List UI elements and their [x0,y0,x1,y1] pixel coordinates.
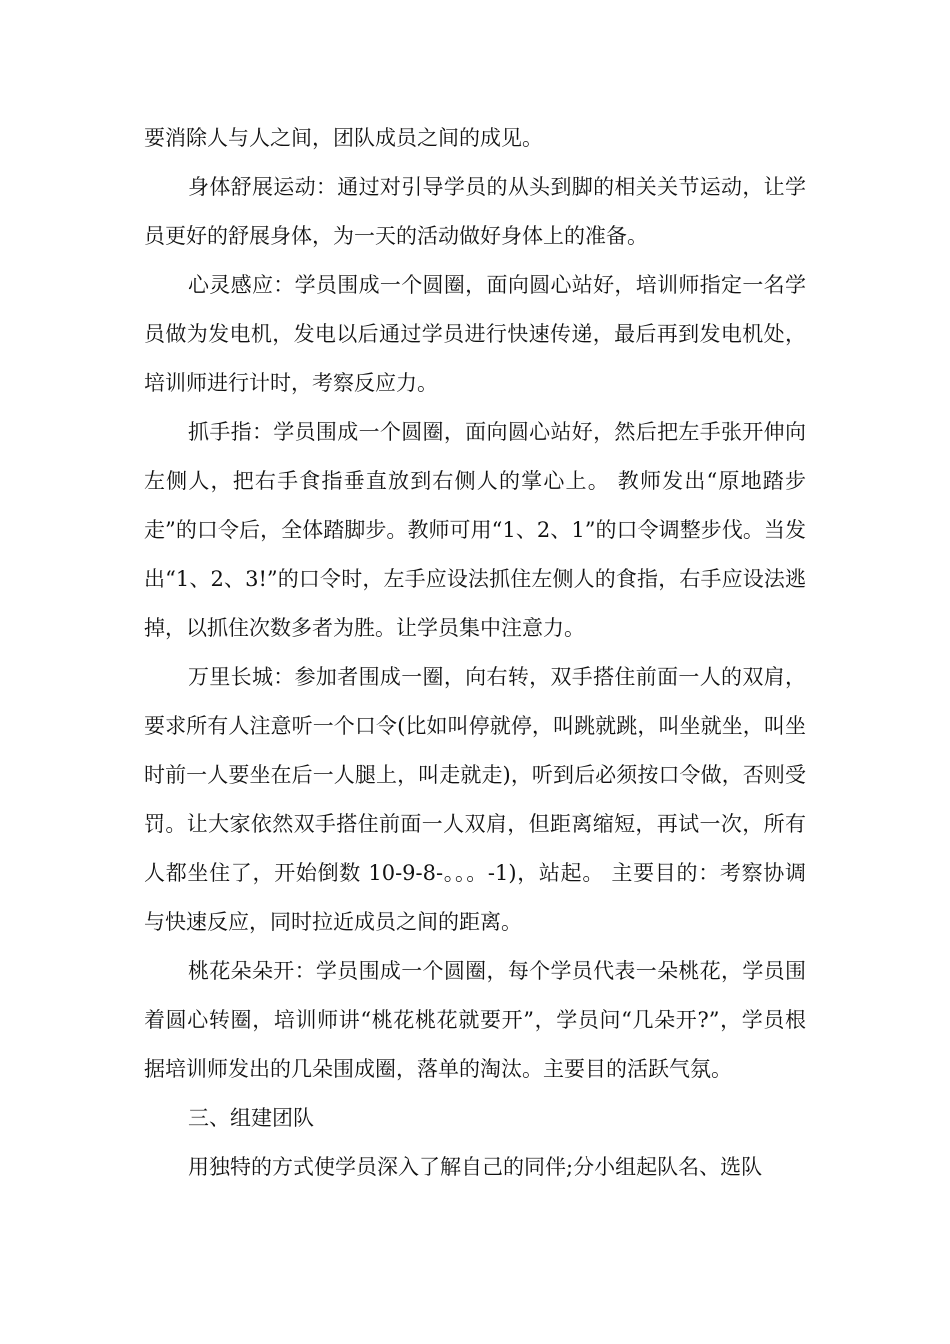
paragraph-intro-continuation: 要消除人与人之间，团队成员之间的成见。 [144,126,543,150]
paragraph-telepathy: 心灵感应：学员围成一个圆圈，面向圆心站好，培训师指定一名学员做为发电机，发电以后通过学员进行快速传递，最后再到发电机处，培训师进行计时，考察反应力。 [144,273,806,395]
paragraph-peach-blossom: 桃花朵朵开：学员围成一个圆圈，每个学员代表一朵桃花，学员围着圆心转圈，培训师讲“桃花桃花就要开”，学员问“几朵开?”，学员根据培训师发出的几朵围成圈，落单的淘汰。主要目的活跃气氛。 [144,959,806,1081]
paragraph-team-building: 用独特的方式使学员深入了解自己的同伴;分小组起队名、选队 [188,1155,763,1179]
document-page [144,114,806,1192]
paragraph-body-stretch: 身体舒展运动：通过对引导学员的从头到脚的相关关节运动，让学员更好的舒展身体，为一天的活动做好身体上的准备。 [144,175,806,248]
paragraph-great-wall: 万里长城：参加者围成一圈，向右转，双手搭住前面一人的双肩，要求所有人注意听一个口令(比如叫停就停，叫跳就跳，叫坐就坐，叫坐时前一人要坐在后一人腿上，叫走就走)，听到后必须按口令做，否则受罚。让大家依然双手搭住前面一人双肩，但距离缩短，再试一次，所有人都坐住了，开始倒数 10-9-8-。。。-1)，站起。 主要目的：考察协调与快速反应，同时拉近成员之间的距离。 [144,665,806,934]
paragraph-catch-finger: 抓手指：学员围成一个圆圈，面向圆心站好，然后把左手张开伸向左侧人，把右手食指垂直放到右侧人的掌心上。 教师发出“原地踏步走”的口令后，全体踏脚步。教师可用“1、2、1”的口令调整步伐。当发出“1、2、3!”的口令时，左手应设法抓住左侧人的食指，右手应设法逃掉，以抓住次数多者为胜。让学员集中注意力。 [144,420,806,640]
section-heading-team-building: 三、组建团队 [188,1106,314,1130]
